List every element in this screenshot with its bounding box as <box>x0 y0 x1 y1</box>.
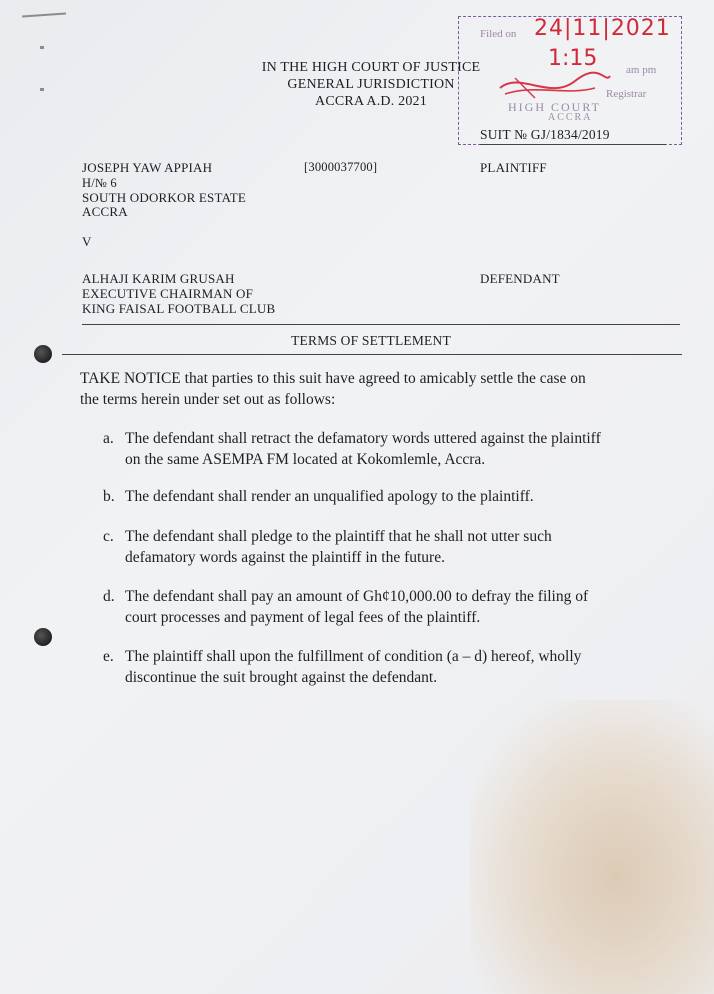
plaintiff-id: [3000037700] <box>304 160 378 174</box>
court-location-year: ACCRA A.D. 2021 <box>315 94 427 109</box>
suit-underline <box>480 144 666 145</box>
term-text-line: The defendant shall render an unqualified apology to the plaintiff. <box>125 488 534 505</box>
margin-mark <box>40 88 44 91</box>
term-letter: d. <box>103 588 115 605</box>
term-text-line: The plaintiff shall upon the fulfillment of condition (a – d) hereof, wholly <box>125 648 582 665</box>
margin-mark <box>22 12 66 17</box>
versus: V <box>82 234 92 249</box>
court-jurisdiction: GENERAL JURISDICTION <box>287 77 455 92</box>
shadow-patch <box>470 700 714 994</box>
stamp-date: 24|11|2021 <box>534 16 671 41</box>
intro-line: the terms herein under set out as follows: <box>80 391 336 408</box>
plaintiff-address-line: ACCRA <box>82 204 128 219</box>
term-letter: c. <box>103 528 114 545</box>
stamp-place: ACCRA <box>548 112 593 123</box>
suit-number: SUIT № GJ/1834/2019 <box>480 127 610 142</box>
intro-line: TAKE NOTICE that parties to this suit have agreed to amicably settle the case on <box>80 370 586 387</box>
plaintiff-address-line: H/№ 6 <box>82 176 117 190</box>
defendant-role: DEFENDANT <box>480 271 560 286</box>
plaintiff-name: JOSEPH YAW APPIAH <box>82 160 213 175</box>
plaintiff-role: PLAINTIFF <box>480 160 547 175</box>
term-text-line: on the same ASEMPA FM located at Kokomlemle, Accra. <box>125 451 486 468</box>
document-title: TERMS OF SETTLEMENT <box>291 333 451 348</box>
defendant-club: KING FAISAL FOOTBALL CLUB <box>82 301 276 316</box>
term-letter: b. <box>103 488 115 505</box>
stamp-registrar: Registrar <box>606 88 647 100</box>
term-text-line: The defendant shall pay an amount of Gh¢10,000.00 to defray the filing of <box>125 588 589 605</box>
term-letter: a. <box>103 430 114 447</box>
stamp-ampm: am pm <box>626 64 657 76</box>
defendant-title: EXECUTIVE CHAIRMAN OF <box>82 286 254 301</box>
term-letter: e. <box>103 648 114 665</box>
title-rule-bottom <box>62 354 682 355</box>
signature-scribble <box>495 66 615 106</box>
term-text-line: defamatory words against the plaintiff in the future. <box>125 549 445 566</box>
stamp-court: HIGH COURT <box>508 100 601 114</box>
stamp-time: 1:15 <box>548 46 598 71</box>
punch-hole <box>34 345 52 363</box>
defendant-name: ALHAJI KARIM GRUSAH <box>82 271 235 286</box>
margin-mark <box>40 46 44 49</box>
term-text-line: court processes and payment of legal fees of the plaintiff. <box>125 609 481 626</box>
term-text-line: discontinue the suit brought against the defendant. <box>125 669 438 686</box>
court-name: IN THE HIGH COURT OF JUSTICE <box>261 60 481 75</box>
title-rule-top <box>82 324 680 325</box>
term-text-line: The defendant shall retract the defamatory words uttered against the plaintiff <box>125 430 601 447</box>
plaintiff-address-line: SOUTH ODORKOR ESTATE <box>82 190 247 205</box>
term-text-line: The defendant shall pledge to the plaintiff that he shall not utter such <box>125 528 552 545</box>
stamp-filed-label: Filed on <box>480 28 517 40</box>
punch-hole <box>34 628 52 646</box>
